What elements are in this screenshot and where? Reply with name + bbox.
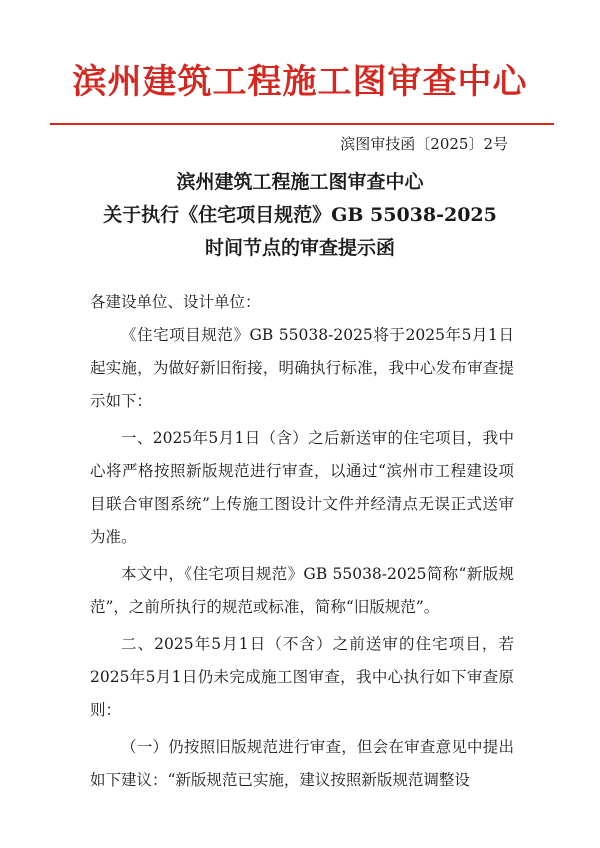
- document-number: 滨图审技函〔2025〕2号: [340, 135, 508, 153]
- paragraph-item-2: 二、2025年5月1日（不含）之前送审的住宅项目，若2025年5月1日仍未完成施工图审查，我中心执行如下审查原则：: [90, 635, 514, 719]
- letterhead-divider: [50, 123, 554, 125]
- paragraph-item-1: 一、2025年5月1日（含）之后新送审的住宅项目，我中心将严格按照新版规范进行审查，以通过“滨州市工程建设项目联合审图系统”上传施工图设计文件并经清点无误正式送审为准。: [90, 429, 514, 546]
- title-line-1: 滨州建筑工程施工图审查中心: [176, 171, 424, 193]
- title-line-3: 时间节点的审查提示函: [204, 237, 395, 259]
- salutation: 各建设单位、设计单位：: [90, 293, 261, 311]
- letter-body: [90, 286, 514, 797]
- title-line-2: 关于执行《住宅项目规范》GB 55038-2025: [103, 204, 497, 226]
- paragraph-definition: 本文中，《住宅项目规范》GB 55038-2025简称“新版规范”，之前所执行的规范或标准，简称“旧版规范”。: [90, 565, 514, 616]
- paragraph-subitem-1: （一）仍按照旧版规范进行审查，但会在审查意见中提出如下建议：“新版规范已实施，建议按照新版规范调整设: [90, 738, 514, 789]
- org-letterhead: 滨州建筑工程施工图审查中心: [72, 62, 528, 102]
- paragraph-intro: 《住宅项目规范》GB 55038-2025将于2025年5月1日起实施，为做好新旧衔接，明确执行标准，我中心发布审查提示如下：: [90, 326, 514, 410]
